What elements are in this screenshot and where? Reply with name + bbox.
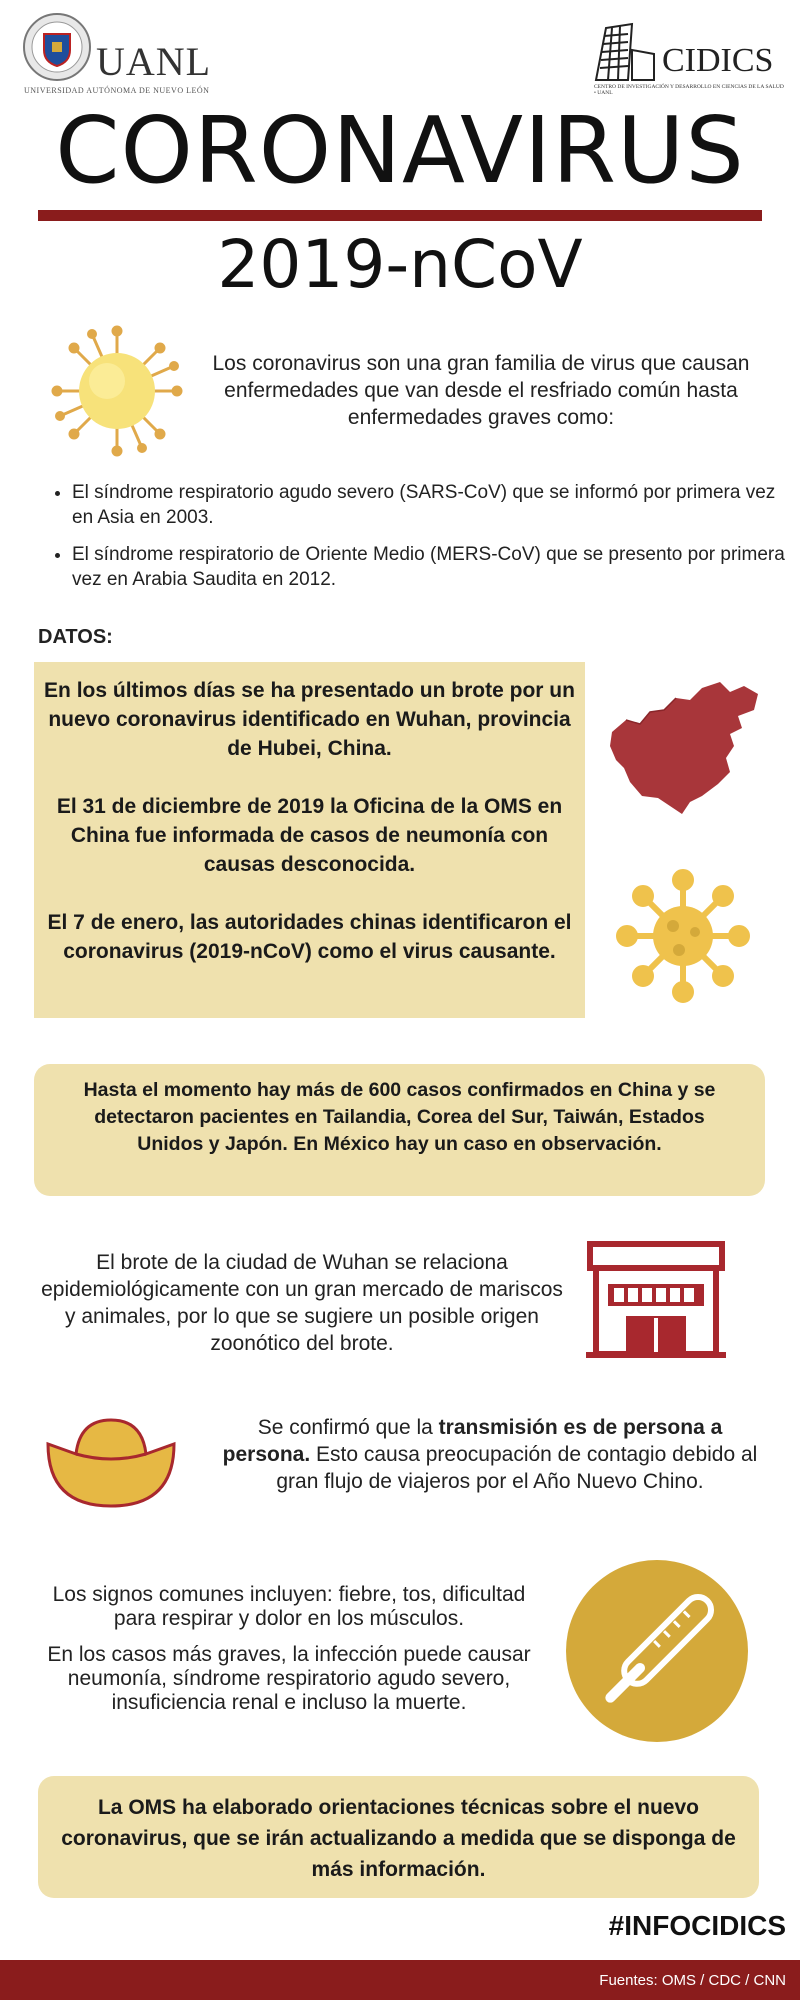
uanl-logo-subtitle: UNIVERSIDAD AUTÓNOMA DE NUEVO LEÓN (24, 86, 210, 95)
cases-box-text: Hasta el momento hay más de 600 casos confirmados en China y se detectaron pacientes en Tailandia, Corea del Sur, Taiwán, Estados Unidos y Japón. En México hay un caso en observación. (83, 1079, 716, 1155)
wuhan-market-text: El brote de la ciudad de Wuhan se relaciona epidemiológicamente con un gran mercado de mariscos y animales, por lo que se sugiere un posible origen zoonótico del brote. (41, 1251, 563, 1355)
cidics-logo-text: CIDICS (662, 42, 774, 79)
virus-icon (52, 326, 182, 456)
virus-small-icon (617, 870, 749, 1002)
china-map-icon (606, 676, 762, 816)
symptoms-paragraph: Los signos comunes incluyen: fiebre, tos, dificultad para respirar y dolor en los músculos. (52, 1583, 526, 1630)
cidics-logo-subtitle: CENTRO DE INVESTIGACIÓN Y DESARROLLO EN CIENCIAS DE LA SALUD • UANL (594, 84, 784, 96)
uanl-logo-text: UANL (96, 39, 212, 84)
symptoms-paragraph: En los casos más graves, la infección puede causar neumonía, síndrome respiratorio agudo severo, insuficiencia renal e incluso la muerte. (47, 1643, 531, 1714)
list-item: • El síndrome respiratorio agudo severo (SARS-CoV) que se informó por primera vez en Asia en 2003. (72, 480, 792, 530)
thermometer-icon (566, 1560, 748, 1742)
transmission-suffix: Esto causa preocupación de contagio debido al gran flujo de viajeros por el Año Nuevo Chino. (276, 1443, 758, 1493)
symptoms-text (34, 1583, 544, 1727)
hashtag: #INFOCIDICS (608, 1910, 786, 1941)
uanl-seal-icon (22, 12, 92, 82)
list-item: • El síndrome respiratorio de Oriente Medio (MERS-CoV) que se presento por primera vez en Arabia Saudita en 2012. (72, 542, 792, 592)
market-building-icon (586, 1240, 726, 1360)
title-divider (38, 210, 762, 221)
transmission-text (220, 1414, 760, 1495)
bullet-list (42, 480, 792, 604)
oms-box-text: La OMS ha elaborado orientaciones técnicas sobre el nuevo coronavirus, que se irán actualizando a medida que se disponga de más información. (61, 1796, 736, 1881)
datos-paragraph: El 31 de diciembre de 2019 la Oficina de la OMS en China fue informada de casos de neumonía con causas desconocida. (56, 795, 563, 876)
intro-text: Los coronavirus son una gran familia de virus que causan enfermedades que van desde el resfriado común hasta enfermedades graves como: (212, 352, 750, 429)
transmission-prefix: Se confirmó que la (257, 1416, 439, 1439)
transmission-bold: transmisión es de persona a persona. (222, 1416, 723, 1466)
datos-heading: DATOS: (38, 626, 113, 648)
footer-sources: Fuentes: OMS / CDC / CNN (599, 1972, 786, 1989)
datos-box-text (44, 676, 575, 995)
page-subtitle: 2019-nCoV (217, 226, 583, 303)
cidics-building-icon (592, 20, 660, 84)
datos-paragraph: El 7 de enero, las autoridades chinas identificaron el coronavirus (2019-nCoV) como el virus causante. (47, 911, 572, 963)
page-title: CORONAVIRUS (55, 97, 745, 204)
gold-ingot-icon (42, 1418, 180, 1510)
datos-paragraph: En los últimos días se ha presentado un brote por un nuevo coronavirus identificado en Wuhan, provincia de Hubei, China. (44, 679, 575, 760)
